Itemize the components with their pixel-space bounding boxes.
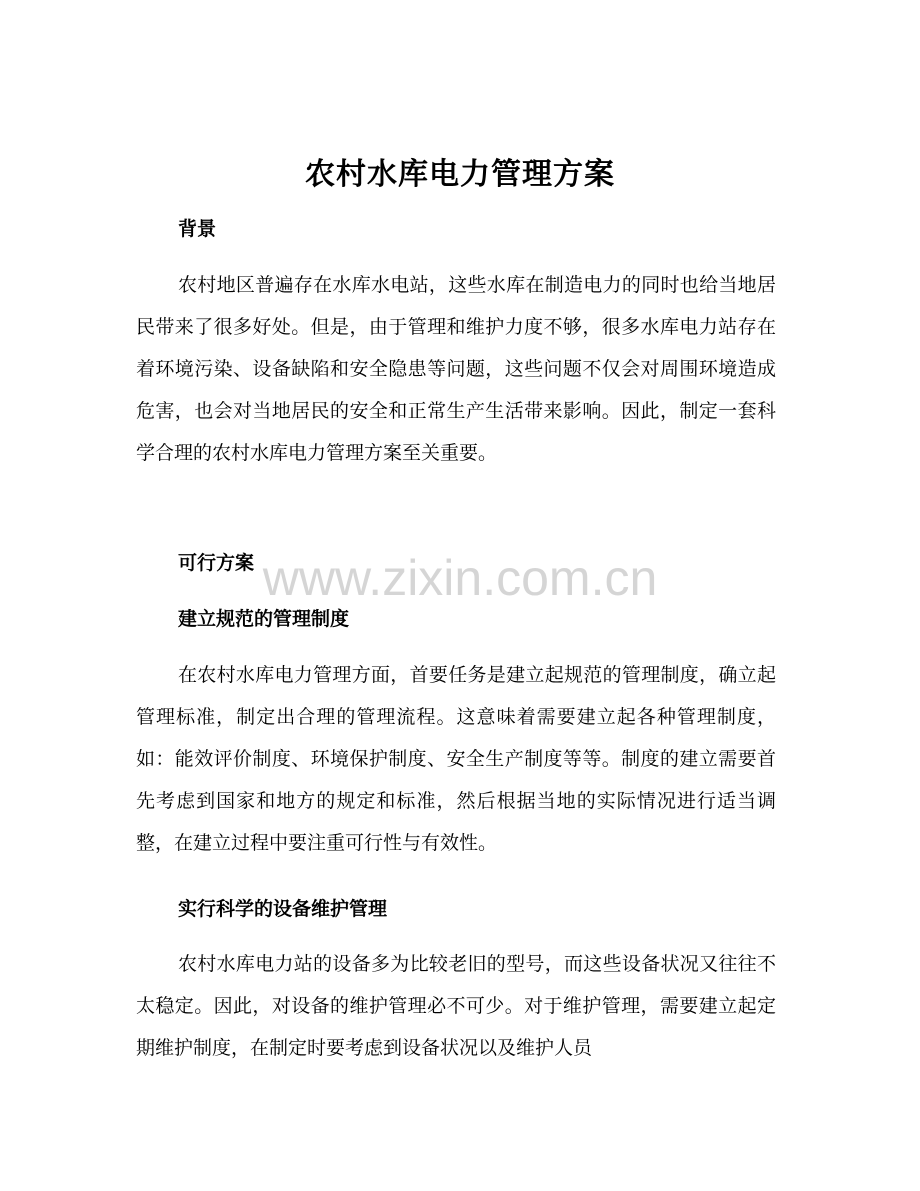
section-heading-background: 背景 — [178, 218, 217, 240]
section-heading-management-system: 建立规范的管理制度 — [178, 608, 350, 630]
watermark: www.zixin.com.cn — [262, 550, 658, 606]
section-paragraph-equipment-maintenance: 农村水库电力站的设备多为比较老旧的型号，而这些设备状况又往往不太稳定。因此，对设备的维护管理必不可少。对于维护管理，需要建立起定期维护制度，在制定时要考虑到设备状况以及维护人员 — [136, 953, 776, 1059]
section-paragraph-management-system: 在农村水库电力管理方面，首要任务是建立起规范的管理制度，确立起管理标准，制定出合理的管理流程。这意味着需要建立起各种管理制度，如：能效评价制度、环境保护制度、安全生产制度等等。制度的建立需要首先考虑到国家和地方的规定和标准，然后根据当地的实际情况进行适当调整，在建立过程中要注重可行性与有效性。 — [136, 664, 776, 854]
document-title: 农村水库电力管理方案 — [305, 157, 615, 192]
section-paragraph-background: 农村地区普遍存在水库水电站，这些水库在制造电力的同时也给当地居民带来了很多好处。但是，由于管理和维护力度不够，很多水库电力站存在着环境污染、设备缺陷和安全隐患等问题，这些问题不仅会对周围环境造成危害，也会对当地居民的安全和正常生产生活带来影响。因此，制定一套科学合理的农村水库电力管理方案至关重要。 — [136, 274, 776, 464]
section-heading-equipment-maintenance: 实行科学的设备维护管理 — [178, 898, 388, 920]
section-heading-feasible-plan: 可行方案 — [178, 552, 255, 574]
